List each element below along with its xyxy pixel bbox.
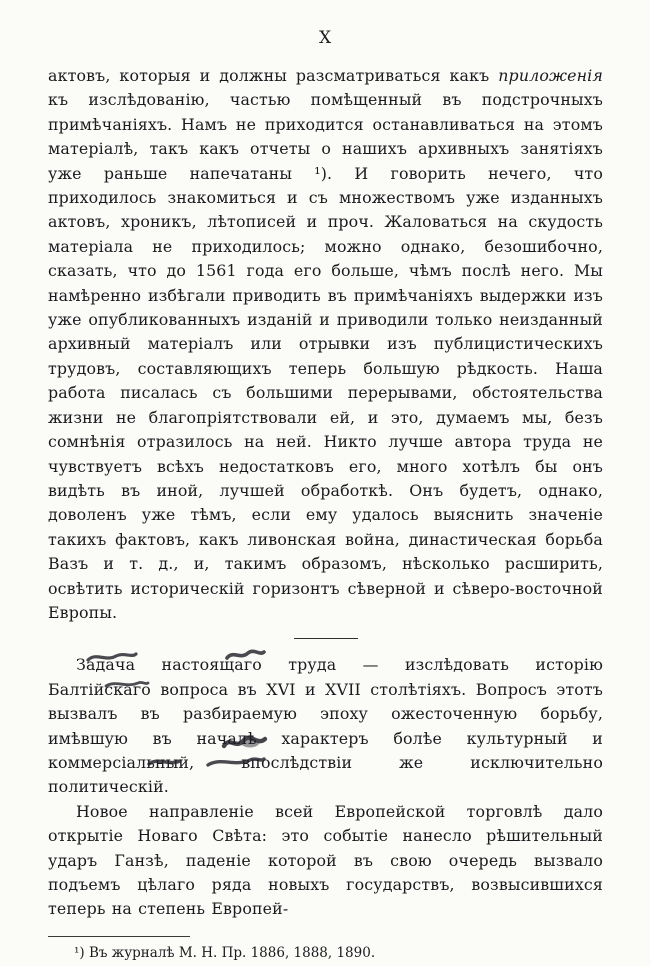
paragraph-1 <box>48 64 603 625</box>
paragraph-1-text-continued: къ изслѣдованію, частью помѣщенный въ подстрочныхъ примѣчаніяхъ. Намъ не приходится останавливаться на этомъ матеріалѣ, такъ какъ отчеты о нашихъ архивныхъ занятіяхъ уже раньше напечатаны ¹). И говорить нечего, что приходилось знакомиться и съ множествомъ уже изданныхъ актовъ, хроникъ, лѣтописей и проч. Жаловаться на скудость матеріала не приходилось; можно однако, безошибочно, сказать, что до 1561 года его больше, чѣмъ послѣ него. Мы намѣренно избѣгали приводить въ примѣчаніяхъ выдержки изъ уже опубликованныхъ изданій и приводили только неизданный архивный матеріалъ или отрывки изъ публицистическихъ трудовъ, составляющихъ теперь большую рѣдкость. Наша работа писалась съ большими перерывами, обстоятельства жизни не благопріятствовали ей, и это, думаемъ мы, безъ сомнѣнія отразилось на ней. Никто лучше автора труда не чувствуетъ всѣхъ недостатковъ его, много хотѣлъ бы онъ видѣть въ иной, лучшей обработкѣ. Онъ будетъ, однако, доволенъ уже тѣмъ, если ему удалось выяснить значеніе такихъ фактовъ, какъ ливонская война, династическая борьба Вазъ и т. д., и, такимъ образомъ, нѣсколько расширить, освѣтить историческій горизонтъ сѣверной и сѣверо-восточной Европы. <box>48 90 603 622</box>
paragraph-2: Задача настоящаго труда — изслѣдовать исторію Балтійскаго вопроса въ XVI и XVII столѣтіяхъ. Вопросъ этотъ вызвалъ въ разбираемую эпоху ожесточенную борьбу, имѣвшую въ началѣ характеръ болѣе культурный и коммерсіальный, впослѣдствіи же исключительно политическій. <box>48 655 603 797</box>
footnote: ¹) Въ журналѣ М. Н. Пр. 1886, 1888, 1890. <box>74 944 376 961</box>
paragraph-1-text: актовъ, которыя и должны разсматриваться какъ <box>48 66 499 85</box>
footnote-area <box>48 936 603 963</box>
paragraph-1-italic-word: приложенія <box>498 66 603 85</box>
page-number: X <box>318 28 333 48</box>
paragraph-3: Новое направленіе всей Европейской торговлѣ дало открытіе Новаго Свѣта: это событіе нанесло рѣшительный ударъ Ганзѣ, паденіе которой въ свою очередь вызвало подъемъ цѣлаго ряда новыхъ государствъ, возвысившихся теперь на степень Европей- <box>48 801 603 919</box>
section-divider <box>294 638 358 639</box>
footnote-divider <box>48 936 190 937</box>
